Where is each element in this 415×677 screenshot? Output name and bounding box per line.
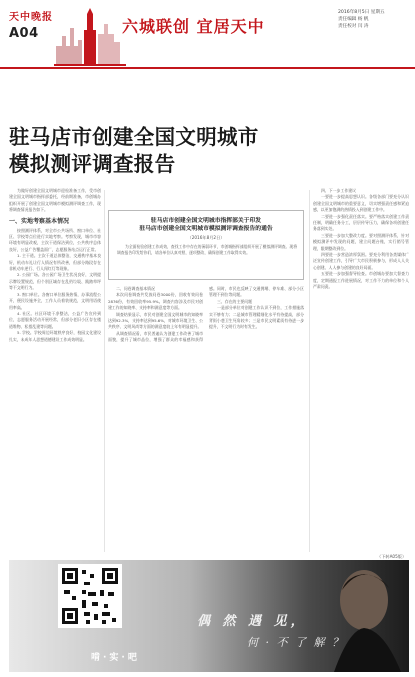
editor-line: 责任编辑 杨 帆 <box>338 17 369 22</box>
body-paragraph: 3. 窗口单位。各窗口单位服务热情，办事流程公开，便民设施齐全，工作人员着装规范，文明用语使用率高。 <box>9 291 101 310</box>
dateline <box>338 9 412 30</box>
body-paragraph: 2. 公园广场。各公园广场卫生状况良好，文明提示牌设置规范，但个别区域存在乱扔垃圾、践踏草坪等不文明行为。 <box>9 272 101 291</box>
notice-title-line: 驻马店市创建全国文明城市模拟测评调查报告的通告 <box>139 226 273 232</box>
column-divider <box>104 190 105 552</box>
article-column-2 <box>108 286 304 554</box>
advertisement <box>9 560 409 672</box>
body-paragraph: 一要进一步提高思想认识。各级各部门要充分认识创建全国文明城市的重要意义，切实增强责任感和紧迫感，以更加饱满的热情投入到创建工作中。 <box>313 194 409 213</box>
body-paragraph: 按照测评体系，对全市公共场所、窗口单位、社区、学校等点位进行实地考察。考察发现，城市市容环境有明显改观，主次干道保洁到位，公共秩序总体良好，公益广告覆盖面广，志愿服务站点运行正常。 <box>9 227 101 252</box>
body-paragraph: 三要进一步加大整改力度。要对照测评体系，针对模拟测评中发现的问题，建立问题台账，实行销号管理，限期整改到位。 <box>313 232 409 251</box>
notice-body: 为全面检验创建工作成效，查找工作中存在的薄弱环节，市创城指挥部组织开展了模拟测评调查。现将调查报告印发给你们，请各单位认真对照，逐项整改，确保创建工作取得实效。 <box>117 244 297 255</box>
notice-box <box>108 210 304 280</box>
headline-line: 模拟测评调查报告 <box>9 152 176 176</box>
publish-date: 2016年8月5日 星期五 <box>338 10 385 15</box>
article-column-1 <box>9 188 101 554</box>
notice-date: （2016年8月2日） <box>187 235 225 240</box>
notice-title-line: 驻马店市创建全国文明城市指挥部关于印发 <box>150 218 262 224</box>
city-skyline-illustration <box>54 6 126 66</box>
body-paragraph: 四要进一步营造浓厚氛围。要充分利用各类媒体广泛宣传创建工作，引导广大市民积极参与，形成人人关心创建、人人参与创建的良好局面。 <box>313 252 409 270</box>
ad-caption: 啃·实·吧 <box>91 653 140 663</box>
body-paragraph: 二要进一步强化责任落实。要严格落实创建工作责任制，明确任务分工，层层传导压力，确保各项创建任务落到实处。 <box>313 213 409 232</box>
headline-line: 驻马店市创建全国文明城市 <box>9 125 259 149</box>
ad-slogan-line: 偶 然 遇 见， <box>197 614 308 629</box>
newspaper-brand: 天中晚报 <box>9 12 53 23</box>
body-paragraph: 为做好创建全国文明城市迎检准备工作，受市创建全国文明城市指挥部委托，经前期准备，市创城办组织开展了创建全国文明城市模拟测评调查工作，现将调查情况报告如下。 <box>9 188 101 213</box>
body-paragraph: 本次问卷调查共发放问卷3000份，回收有效问卷2876份，有效回收率95.9%。调查内容涉及市民对创建工作的知晓率、支持率和满意度等方面。 <box>108 292 203 311</box>
body-paragraph: 4. 社区。社区环境干净整洁，公益广告宣传到位，志愿服务活动开展经常，但部分老旧小区存在楼道堆物、私搭乱建等问题。 <box>9 310 101 329</box>
body-paragraph: 1. 主干道。主次干道总体整洁，交通秩序基本良好，机动车礼让行人情况有所改善，但部分路段存在非机动车逆行、行人闯红灯等现象。 <box>9 253 101 272</box>
body-paragraph: 调查结果显示，市民对创建全国文明城市的知晓率达到92.3%，支持率达到95.6%，对城市环境卫生、公共秩序、文明风尚等方面的满意度较上年有明显提升。 <box>108 311 203 330</box>
proofreader-line: 责任校对 闫 涛 <box>338 24 369 29</box>
qr-code-icon <box>58 564 122 628</box>
body-paragraph: 四、下一步工作建议 <box>321 188 357 193</box>
ad-slogan-line: 何 · 不 了 解 ？ <box>247 636 345 649</box>
header-divider <box>0 67 415 69</box>
body-paragraph: 五要进一步加强督导检查。市创城办要加大督查力度，定期通报工作进展情况，对工作不力的单位和个人严肃问责。 <box>313 271 409 290</box>
body-paragraph: 一是部分单位对创建工作认识不到位，工作措施落实不够有力；二是城市管理精细化水平有待提高，部分背街小巷卫生死角较多；三是市民文明素质有待进一步提升，不文明行为时有发生。 <box>209 305 304 330</box>
body-paragraph: 二、问卷调查基本情况 <box>116 286 155 291</box>
masthead <box>0 0 415 70</box>
section-banner-title: 六城联创 宜居天中 <box>122 17 265 36</box>
page-number: A04 <box>9 26 39 41</box>
article-column-3 <box>313 188 409 550</box>
section-subheading: 一、实地考察基本情况 <box>9 217 70 225</box>
column-divider <box>309 190 310 552</box>
continued-note: （下转A05版） <box>377 554 407 559</box>
body-paragraph: 5. 学校。学校周边环境秩序良好，校园文化建设扎实，未成年人思想道德建设工作成效明显。 <box>9 330 101 342</box>
article-headline <box>9 124 409 178</box>
body-paragraph: 从调查情况看，市民普遍认为创建工作改善了城市面貌，提升了城市品位，增强了群众的幸福感和获得感。同时，市民也反映了交通拥堵、停车难、部分小区管理不到位等问题。 <box>108 286 304 343</box>
body-paragraph: 三、存在的主要问题 <box>217 298 253 304</box>
notice-title <box>109 217 303 233</box>
